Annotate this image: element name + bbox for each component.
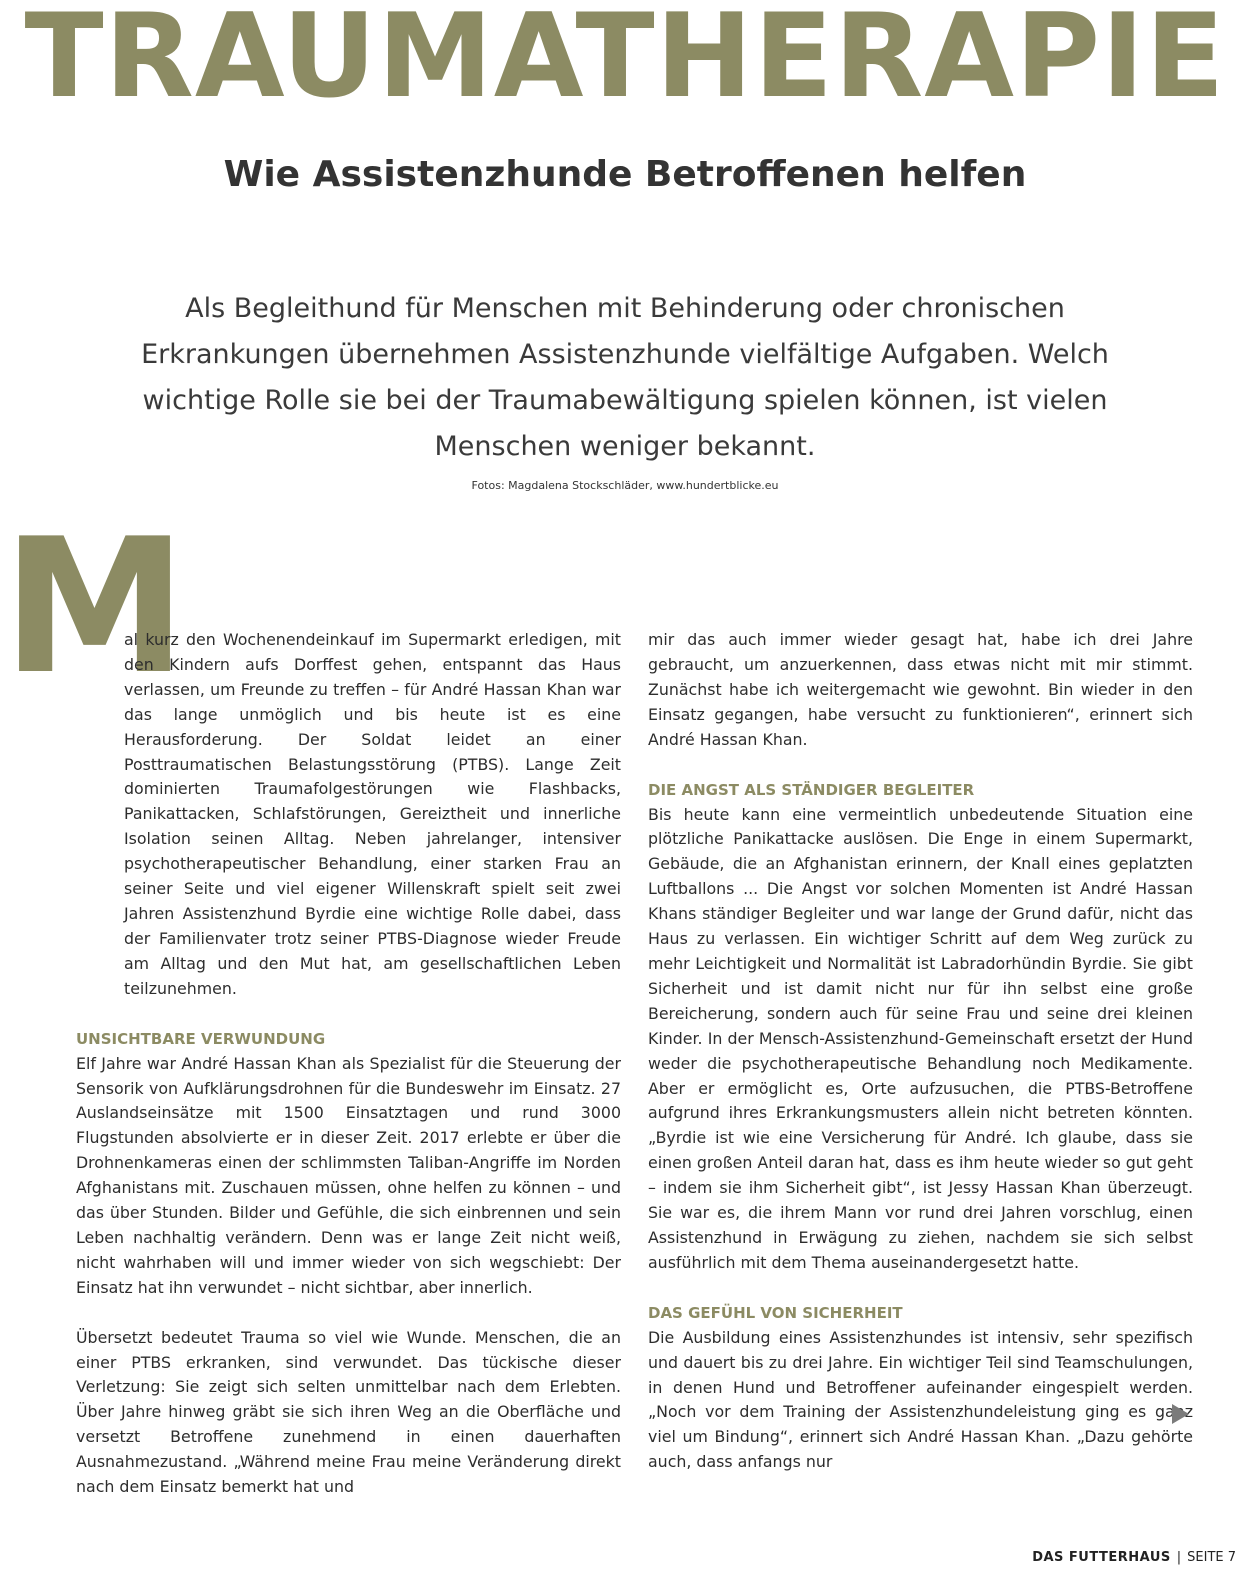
article-column-left (76, 628, 621, 1500)
article-paragraph: Bis heute kann eine vermeintlich unbedeutende Situation eine plötzliche Panikattacke auslösen. Die Enge in einem Supermarkt, Gebäude, die an Afghanistan erinnern, der Knall eines geplatzten Luftballons ... Die Angst vor solchen Momenten ist André Hassan Khans ständiger Begleiter und war lange der Grund dafür, nicht das Haus zu verlassen. Ein wichtiger Schritt auf dem Weg zurück zu mehr Leichtigkeit und Normalität ist Labradorhündin Byrdie. Sie gibt Sicherheit und ist damit nicht nur für ihn selbst eine große Bereicherung, sondern auch für seine Frau und seine drei kleinen Kinder. In der Mensch-Assistenzhund-Gemeinschaft ersetzt der Hund weder die psychotherapeutische Behandlung noch Medikamente. Aber er ermöglicht es, Orte aufzusuchen, die PTBS-Betroffene aufgrund ihres Erkrankungsmusters allein nicht betreten könnten. „Byrdie ist wie eine Versicherung für André. Ich glaube, dass sie einen großen Anteil daran hat, dass es ihm heute wieder so gut geht – indem sie ihm Sicherheit gibt“, ist Jessy Hassan Khan überzeugt. Sie war es, die ihrem Mann vor rund drei Jahren vorschlug, einen Assistenzhund in Erwägung zu ziehen, nachdem sie sich selbst ausführlich mit dem Thema auseinandergesetzt hatte. (648, 804, 1193, 1272)
drop-cap: M (2, 498, 188, 715)
article-paragraph: mir das auch immer wieder gesagt hat, habe ich drei Jahre gebraucht, um anzuerkennen, dass etwas nicht mit mir stimmt. Zunächst habe ich weitergemacht wie gewohnt. Bin wieder in den Einsatz gegangen, habe versucht zu funktionieren“, erinnert sich André Hassan Khan. (648, 630, 1193, 749)
intro-text: Als Begleithund für Menschen mit Behinderung oder chronischen Erkrankungen übernehmen Assistenzhunde vielfältige Aufgaben. Welch wichtige Rolle sie bei der Traumabewältigung spielen können, ist vielen Menschen weniger bekannt. (141, 293, 1109, 462)
article-paragraph: Übersetzt bedeutet Trauma so viel wie Wunde. Menschen, die an einer PTBS erkranken, sind verwundet. Das tückische dieser Verletzung: Sie zeigt sich selten unmittelbar nach dem Erlebten. Über Jahre hinweg gräbt sie sich ihren Weg an die Oberfläche und versetzt Betroffene zunehmend in einen dauerhaften Ausnahmezustand. „Während meine Frau meine Veränderung direkt nach dem Einsatz bemerkt hat und (76, 1327, 621, 1497)
article-column-right (648, 628, 1193, 1475)
footer-separator: | (1176, 1550, 1182, 1565)
lead-paragraph: al kurz den Wochenendeinkauf im Supermarkt erledigen, mit den Kindern aufs Dorffest gehen, entspannt das Haus verlassen, um Freunde zu treffen – für André Hassan Khan war das lange unmöglich und bis heute ist es eine Herausforderung. Der Soldat leidet an einer Posttraumatischen Belastungsstörung (PTBS). Lange Zeit dominierten Traumafolgestörungen wie Flashbacks, Panikattacken, Schlafstörungen, Gereiztheit und innerliche Isolation seinen Alltag. Neben jahrelanger, intensiver psychotherapeutischer Behandlung, einer starken Frau an seiner Seite und viel eigener Willenskraft spielt seit zwei Jahren Assistenzhund Byrdie eine wichtige Rolle dabei, dass der Familienvater trotz seiner PTBS-Diagnose wieder Freude am Alltag und den Mut hat, am gesellschaftlichen Leben teilzunehmen. (124, 630, 621, 998)
page-title: TRAUMATHERAPIE (24, 0, 1226, 124)
footer-brand: DAS FUTTERHAUS (1032, 1550, 1171, 1565)
article-paragraph: Elf Jahre war André Hassan Khan als Spezialist für die Steuerung der Sensorik von Aufklärungsdrohnen für die Bundeswehr im Einsatz. 27 Auslandseinsätze mit 1500 Einsatztagen und rund 3000 Flugstunden absolvierte er in dieser Zeit. 2017 erlebte er über die Drohnenkameras einen der schlimmsten Taliban-Angriffe im Norden Afghanistans mit. Zuschauen müssen, ohne helfen zu können – und das über Stunden. Bilder und Gefühle, die sich einbrennen und sein Leben nachhaltig verändern. Denn was er lange Zeit nicht weiß, nicht wahrhaben will und immer wieder von sich wegschiebt: Der Einsatz hat ihn verwundet – nicht sichtbar, aber innerlich. (76, 1053, 621, 1297)
section-heading: UNSICHTBARE VERWUNDUNG (76, 1029, 326, 1048)
article-paragraph (76, 628, 621, 1002)
play-triangle-icon[interactable] (1172, 1404, 1189, 1424)
page-footer (1032, 1548, 1236, 1568)
page-number: SEITE 7 (1187, 1550, 1236, 1565)
section-heading: DAS GEFÜHL VON SICHERHEIT (648, 1303, 903, 1322)
photo-credit: Fotos: Magdalena Stockschläder, www.hundertblicke.eu (471, 479, 779, 492)
section-heading: DIE ANGST ALS STÄNDIGER BEGLEITER (648, 780, 975, 799)
article-paragraph: Die Ausbildung eines Assistenzhundes ist intensiv, sehr spezifisch und dauert bis zu drei Jahre. Ein wichtiger Teil sind Teamschulungen, in denen Hund und Betroffener aufeinander eingespielt werden. „Noch vor dem Training der Assistenzhundeleistung ging es ganz viel um Bindung“, erinnert sich André Hassan Khan. „Dazu gehörte auch, dass anfangs nur (648, 1327, 1193, 1472)
page-subtitle: Wie Assistenzhunde Betroffenen helfen (223, 154, 1027, 195)
